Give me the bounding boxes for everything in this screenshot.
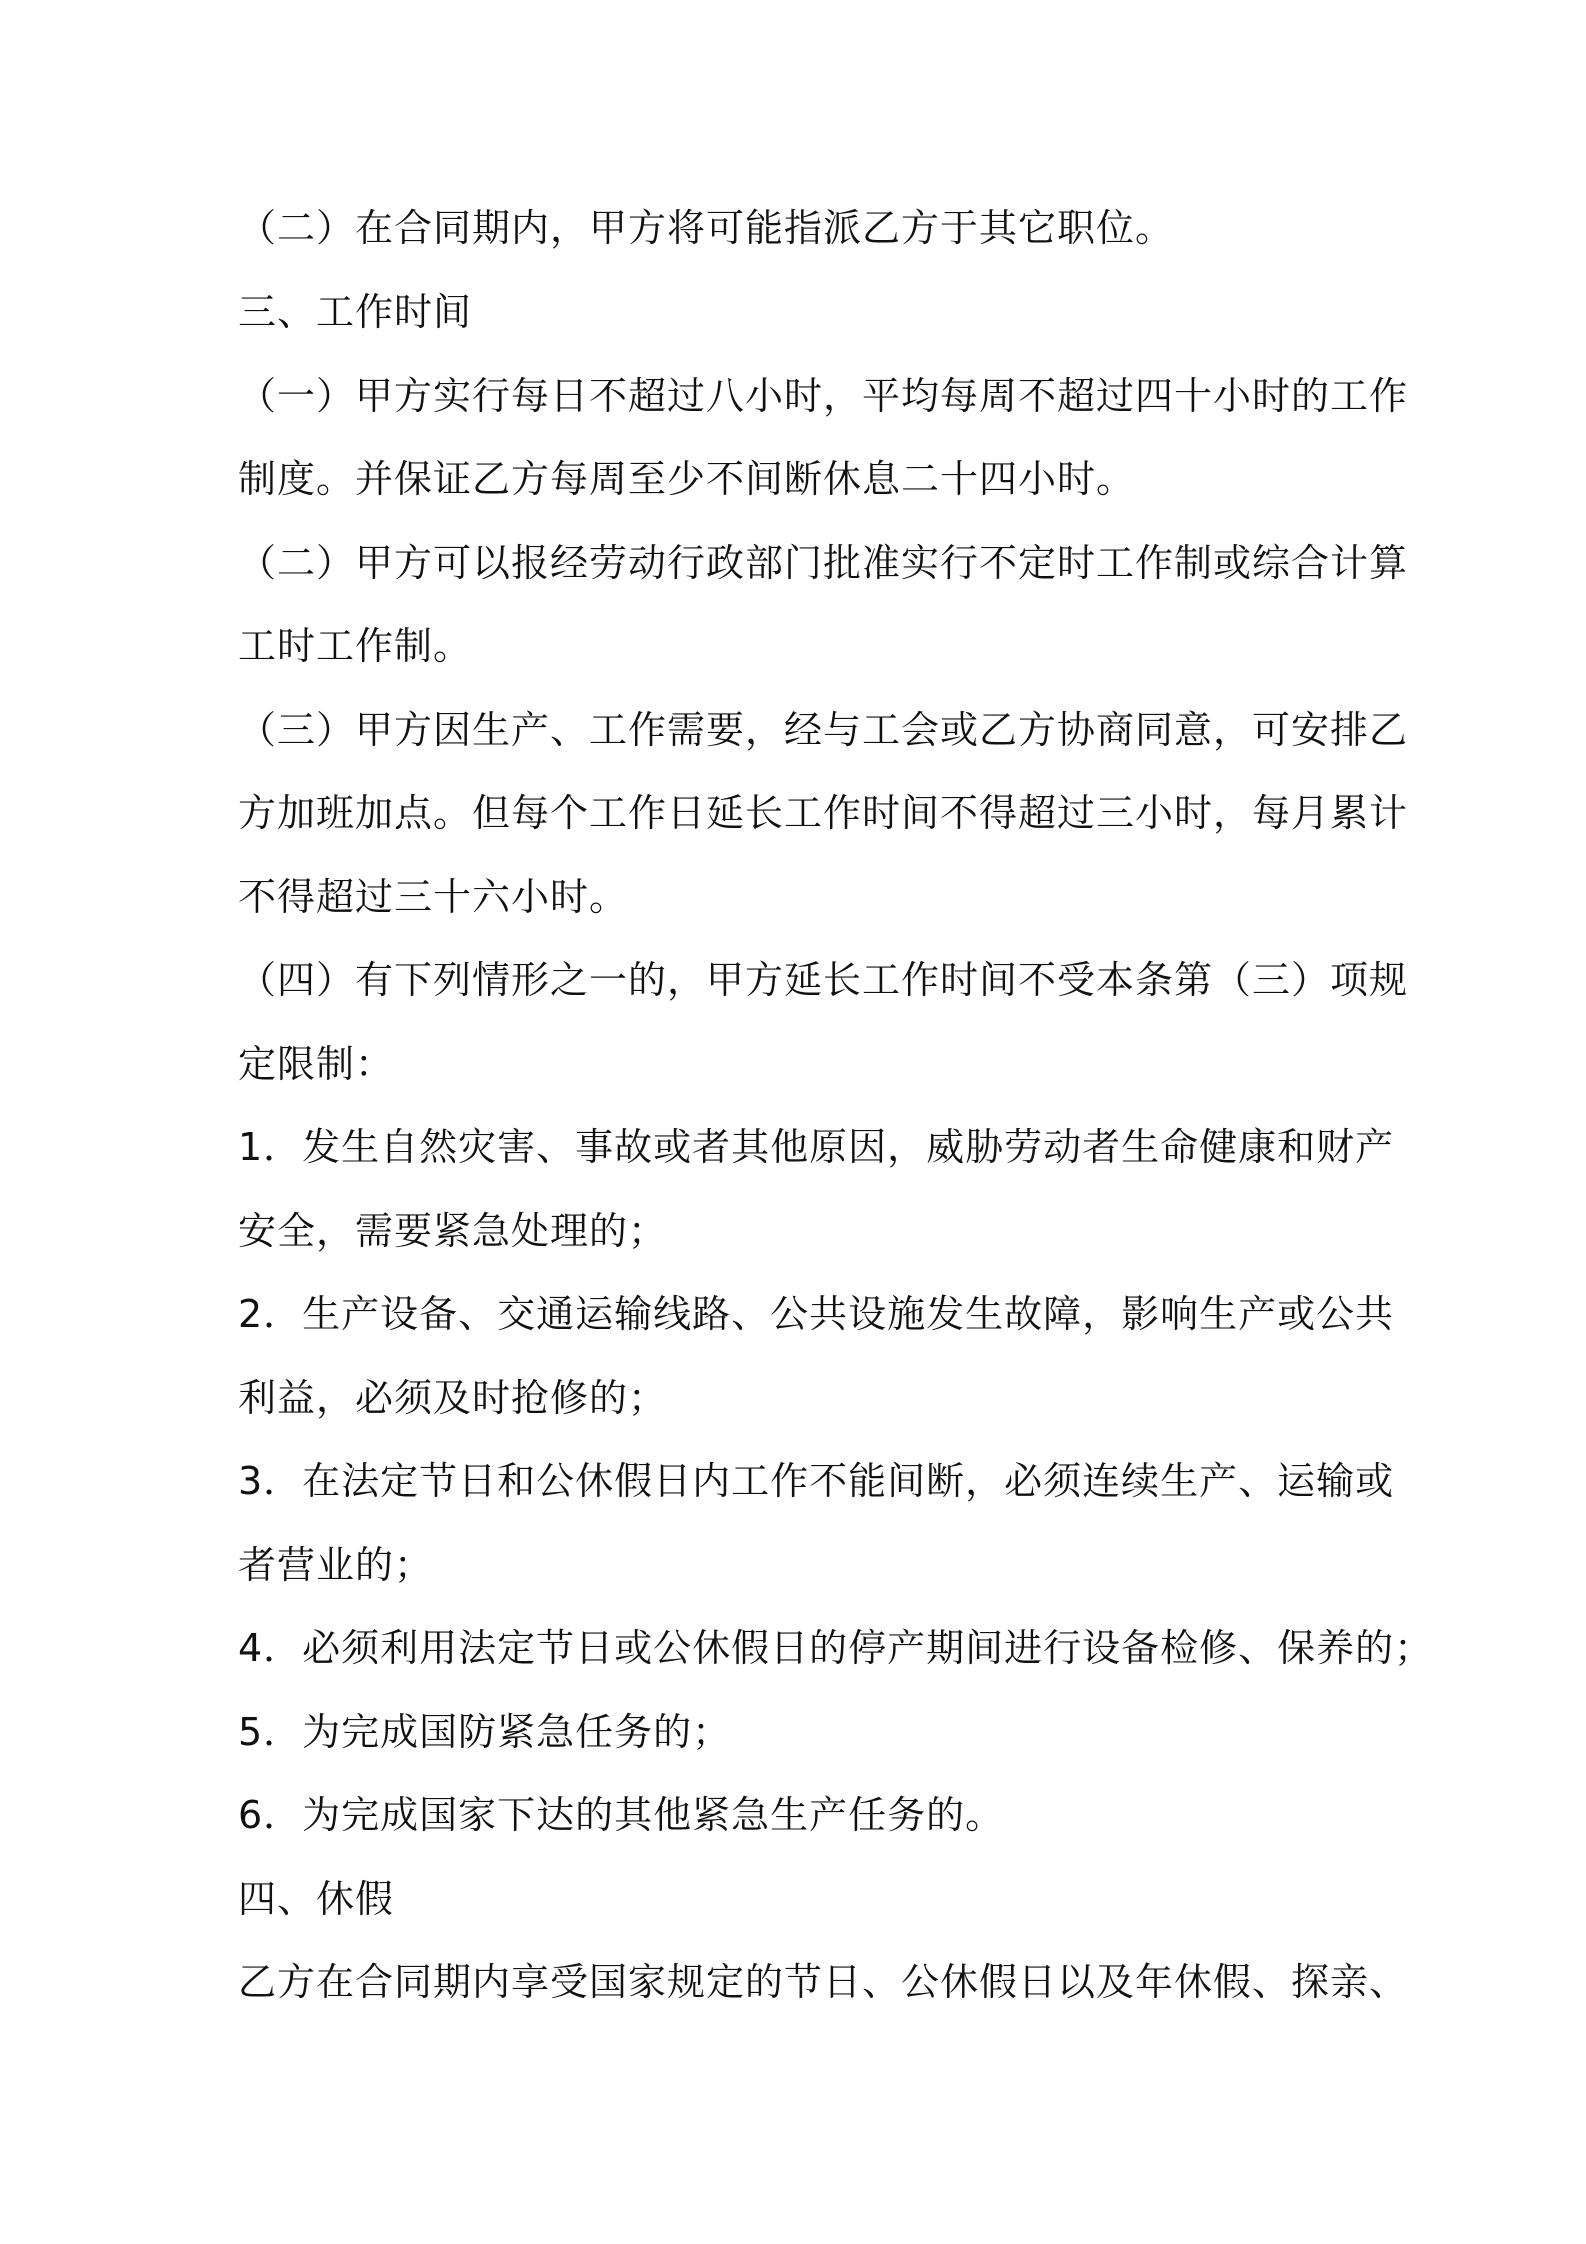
list-item: 4．必须利用法定节日或公休假日的停产期间进行设备检修、保养的； (238, 1626, 1434, 1670)
list-item: 6．为完成国家下达的其他紧急生产任务的。 (238, 1793, 1005, 1837)
paragraph-line: （二）在合同期内，甲方将可能指派乙方于其它职位。 (238, 206, 1175, 250)
paragraph-line: （一）甲方实行每日不超过八小时，平均每周不超过四十小时的工作 (238, 374, 1409, 418)
list-item: 2．生产设备、交通运输线路、公共设施发生故障，影响生产或公共 (238, 1292, 1395, 1336)
list-item-continuation: 者营业的； (238, 1543, 434, 1587)
section-heading: 三、工作时间 (238, 290, 473, 334)
list-item: 3．在法定节日和公休假日内工作不能间断，必须连续生产、运输或 (238, 1459, 1395, 1503)
paragraph-line: 乙方在合同期内享受国家规定的节日、公休假日以及年休假、探亲、 (238, 1960, 1409, 2004)
paragraph-line: （二）甲方可以报经劳动行政部门批准实行不定时工作制或综合计算 (238, 541, 1409, 585)
paragraph-line: 工时工作制。 (238, 624, 473, 668)
list-item: 1．发生自然灾害、事故或者其他原因，威胁劳动者生命健康和财产 (238, 1125, 1395, 1169)
paragraph-line: 方加班加点。但每个工作日延长工作时间不得超过三小时，每月累计 (238, 791, 1409, 835)
paragraph-line: 定限制： (238, 1042, 395, 1086)
section-heading: 四、休假 (238, 1877, 395, 1921)
paragraph-line: 不得超过三十六小时。 (238, 875, 629, 919)
list-item-continuation: 安全，需要紧急处理的； (238, 1209, 668, 1253)
paragraph-line: （四）有下列情形之一的，甲方延长工作时间不受本条第（三）项规 (238, 958, 1409, 1002)
paragraph-line: 制度。并保证乙方每周至少不间断休息二十四小时。 (238, 457, 1136, 501)
list-item: 5．为完成国防紧急任务的； (238, 1710, 732, 1754)
paragraph-line: （三）甲方因生产、工作需要，经与工会或乙方协商同意，可安排乙 (238, 708, 1409, 752)
list-item-continuation: 利益，必须及时抢修的； (238, 1376, 668, 1420)
